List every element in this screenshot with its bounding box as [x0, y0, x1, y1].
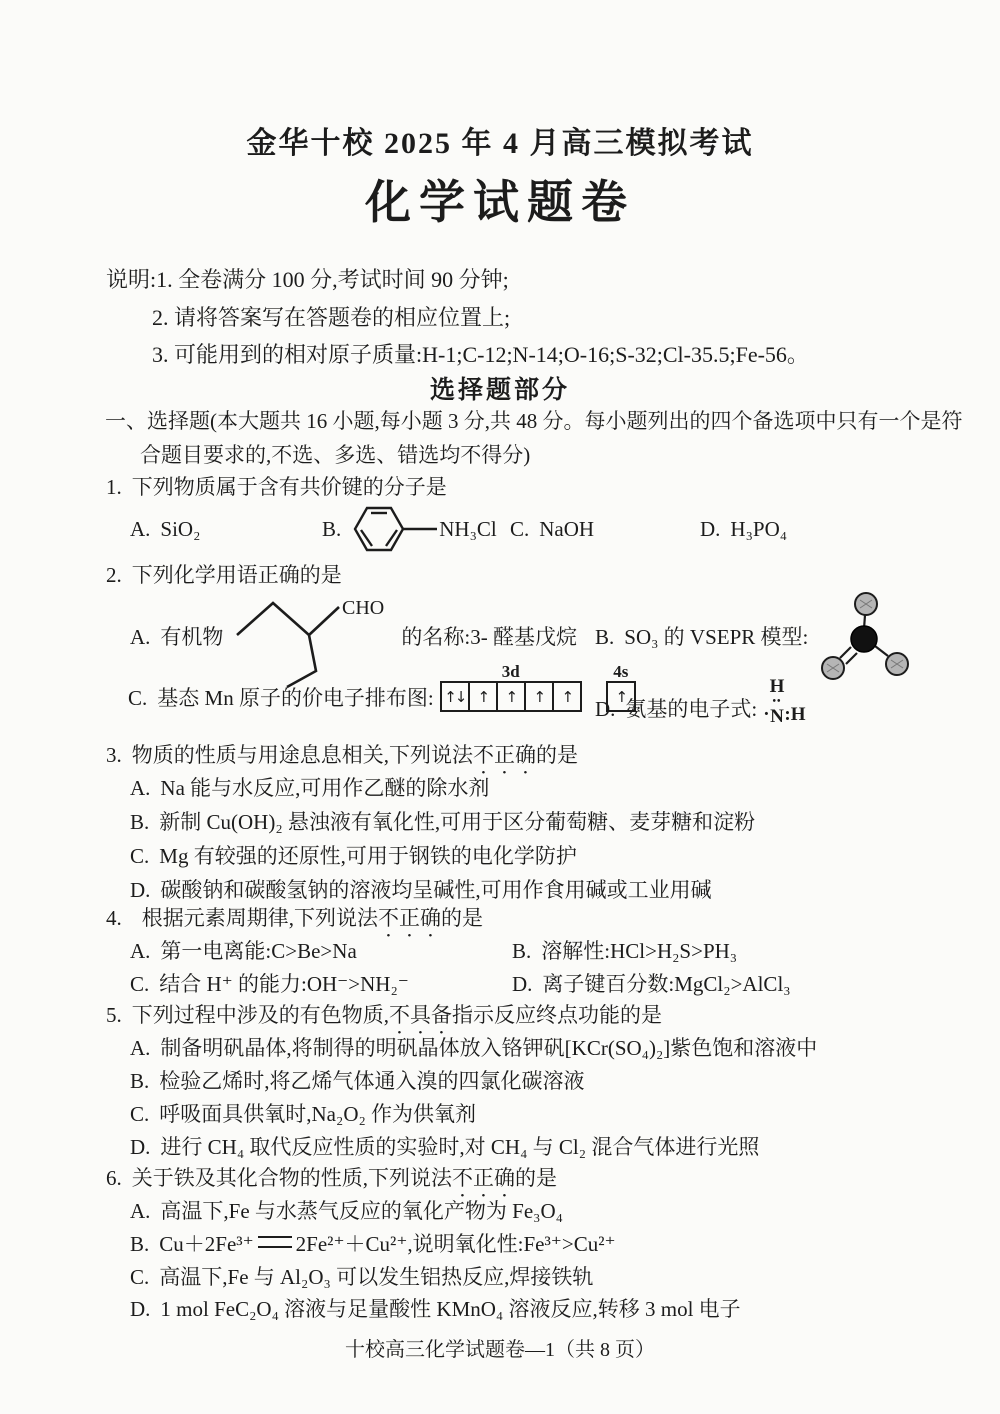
q2-option-d: [595, 672, 806, 727]
option-formula: NaOH: [539, 517, 595, 541]
q1-option-d: [700, 500, 787, 558]
hydrogen-atom-label: H: [769, 676, 785, 697]
notes-item-1: 1. 全卷满分 100 分,考试时间 90 分钟;: [156, 267, 509, 292]
benzene-ring-structure: [351, 501, 439, 557]
option-label: A.: [130, 517, 151, 541]
central-atom-ball: [851, 626, 877, 652]
q4-option-d: [512, 969, 791, 999]
option-formula: NH₃Cl: [439, 517, 497, 541]
notes-line-1: [106, 263, 509, 294]
option-text: Cu＋2Fe³⁺: [159, 1232, 254, 1256]
double-line-equals-sign: [258, 1236, 292, 1248]
vsepr-model-image: [816, 587, 912, 687]
q4-stem-emphasis: 不正确: [378, 906, 441, 930]
option-label: C.: [130, 844, 150, 868]
q6-number: 6.: [106, 1166, 122, 1190]
hydrogen-atom-label: H: [790, 704, 806, 725]
option-text: SO₃ 的 VSEPR 模型:: [624, 625, 809, 649]
q3-option-a: [130, 773, 489, 803]
option-text: 呼吸面具供氧时,Na₂O₂ 作为供氧剂: [159, 1102, 477, 1126]
section-intro-line-2: 合题目要求的,不选、多选、错选均不得分): [140, 443, 531, 467]
notes-label: 说明:: [106, 267, 157, 292]
option-text: Na 能与水反应,可用作乙醚的除水剂: [160, 776, 490, 800]
q2-option-c: [128, 662, 636, 724]
option-text: 的名称:3- 醛基戊烷: [401, 625, 577, 649]
option-label: D.: [130, 1297, 151, 1321]
option-label: D.: [512, 972, 533, 996]
q3-number: 3.: [106, 743, 122, 767]
option-formula: SiO₂: [160, 517, 201, 541]
q6-option-c: [130, 1262, 593, 1292]
option-text: 制备明矾晶体,将制得的明矾晶体放入铬钾矾[KCr(SO₄)₂]紫色饱和溶液中: [160, 1036, 818, 1060]
option-text: 2Fe²⁺＋Cu²⁺,说明氧化性:Fe³⁺>Cu²⁺: [295, 1232, 616, 1256]
option-text: 高温下,Fe 与水蒸气反应的氧化产物为 Fe₃O₄: [160, 1199, 563, 1223]
q2-stem-text: 下列化学用语正确的是: [131, 563, 342, 587]
bonding-pair-dots: :: [784, 704, 791, 725]
q6-option-a: [130, 1196, 563, 1226]
option-label: B.: [130, 1069, 150, 1093]
option-label: B.: [130, 1232, 150, 1256]
orbital-3d-group: [440, 662, 582, 712]
option-text: 结合 H⁺ 的能力:OH⁻>NH₂⁻: [159, 972, 409, 996]
q3-option-c: [130, 841, 577, 871]
bonding-pair-dots: ••: [772, 696, 782, 707]
q4-option-a: [130, 936, 357, 966]
q3-stem-emphasis: 不正确: [473, 743, 536, 767]
option-text: 进行 CH₄ 取代反应性质的实验时,对 CH₄ 与 Cl₂ 混合气体进行光照: [160, 1135, 760, 1159]
q6-option-b: [130, 1229, 616, 1259]
option-label: A.: [130, 1036, 151, 1060]
option-label: D.: [130, 1135, 151, 1159]
option-text: 高温下,Fe 与 Al₂O₃ 可以发生铝热反应,焊接铁轨: [159, 1265, 594, 1289]
option-label: B.: [130, 810, 150, 834]
q1-stem-text: 下列物质属于含有共价键的分子是: [131, 475, 447, 499]
q3-option-b: [130, 807, 755, 837]
q4-option-c: [130, 969, 409, 999]
q5-stem-emphasis: 不具备: [389, 1003, 452, 1027]
orbital-3d-label: 3d: [501, 662, 520, 681]
q6-stem-emphasis: 不正确: [452, 1166, 515, 1190]
option-formula: H₃PO₄: [730, 517, 788, 541]
q6-stem-text: 的是: [515, 1166, 557, 1190]
q4-number: 4.: [106, 906, 122, 930]
option-text: 有机物: [160, 625, 224, 649]
q2-number: 2.: [106, 563, 122, 587]
q4-stem-text: 根据元素周期律,下列说法: [141, 906, 378, 930]
orbital-box: ↑: [606, 681, 636, 712]
orbital-box: ↑↓: [440, 681, 470, 712]
orbital-box: ↑: [552, 681, 582, 712]
section-heading: 选择题部分: [429, 377, 570, 404]
q5-option-d: [130, 1132, 759, 1162]
q3-option-d: [130, 875, 712, 905]
lone-electron-dot: ·: [763, 704, 770, 725]
option-text: 第一电离能:C>Be>Na: [160, 939, 357, 963]
option-label: A.: [130, 1199, 151, 1223]
exam-subtitle: 化学试题卷: [365, 177, 635, 228]
orbital-box: ↑: [496, 681, 526, 712]
section-intro-line-1: 一、选择题(本大题共 16 小题,每小题 3 分,共 48 分。每小题列出的四个备选项中只有一个是符: [105, 409, 963, 433]
q5-option-c: [130, 1099, 476, 1129]
option-text: 氨基的电子式:: [625, 697, 758, 721]
q6-stem-text: 关于铁及其化合物的性质,下列说法: [131, 1166, 452, 1190]
q1-stem: [106, 472, 447, 502]
option-label: D.: [595, 697, 616, 721]
option-text: 离子键百分数:MgCl₂>AlCl₃: [542, 972, 791, 996]
q2-option-b: [595, 590, 912, 684]
cho-group-label: CHO: [342, 597, 385, 619]
orbital-box: ↑: [524, 681, 554, 712]
option-label: B.: [595, 625, 615, 649]
option-text: 检验乙烯时,将乙烯气体通入溴的四氯化碳溶液: [159, 1069, 585, 1093]
q5-number: 5.: [106, 1003, 122, 1027]
option-label: A.: [130, 939, 151, 963]
option-text: Mg 有较强的还原性,可用于钢铁的电化学防护: [159, 844, 577, 868]
option-label: D.: [700, 517, 721, 541]
notes-line-3: 3. 可能用到的相对原子质量:H-1;C-12;N-14;O-16;S-32;Cl-35.5;Fe-56。: [152, 342, 809, 367]
q3-stem-text: 物质的性质与用途息息相关,下列说法: [131, 743, 473, 767]
page-footer: 十校高三化学试题卷—1（共 8 页）: [345, 1339, 655, 1361]
option-label: C.: [128, 686, 148, 710]
q1-option-b: [322, 500, 497, 558]
option-text: 新制 Cu(OH)₂ 悬浊液有氧化性,可用于区分葡萄糖、麦芽糖和淀粉: [159, 810, 756, 834]
orbital-4s-label: 4s: [613, 662, 629, 681]
lewis-structure: [763, 676, 806, 727]
q5-option-a: [130, 1033, 817, 1063]
option-label: D.: [130, 878, 151, 902]
q1-option-c: [510, 500, 594, 558]
q3-stem-text: 的是: [536, 743, 578, 767]
nitrogen-atom-label: N: [770, 706, 784, 727]
q5-stem-text: 指示反应终点功能的是: [452, 1003, 662, 1027]
option-label: A.: [130, 776, 151, 800]
option-label: B.: [512, 939, 532, 963]
orbital-box: ↑: [468, 681, 498, 712]
q4-option-b: [512, 936, 737, 966]
option-text: 碳酸钠和碳酸氢钠的溶液均呈碱性,可用作食用碱或工业用碱: [160, 878, 712, 902]
q4-stem-text: 的是: [441, 906, 483, 930]
option-label: C.: [130, 972, 150, 996]
option-label: B.: [322, 517, 342, 541]
exam-title: 金华十校 2025 年 4 月高三模拟考试: [246, 127, 754, 160]
notes-line-2: 2. 请将答案写在答题卷的相应位置上;: [152, 305, 511, 330]
option-label: C.: [510, 517, 530, 541]
option-text: 基态 Mn 原子的价电子排布图:: [157, 686, 434, 710]
option-label: C.: [130, 1102, 150, 1126]
q1-number: 1.: [106, 475, 122, 499]
q6-option-d: [130, 1294, 741, 1324]
q1-option-a: [130, 500, 200, 558]
option-label: A.: [130, 625, 151, 649]
q5-option-b: [130, 1066, 585, 1096]
option-text: 溶解性:HCl>H₂S>PH₃: [541, 939, 738, 963]
option-label: C.: [130, 1265, 150, 1289]
q5-stem-text: 下列过程中涉及的有色物质,: [131, 1003, 389, 1027]
option-text: 1 mol FeC₂O₄ 溶液与足量酸性 KMnO₄ 溶液反应,转移 3 mol 电子: [160, 1297, 741, 1321]
